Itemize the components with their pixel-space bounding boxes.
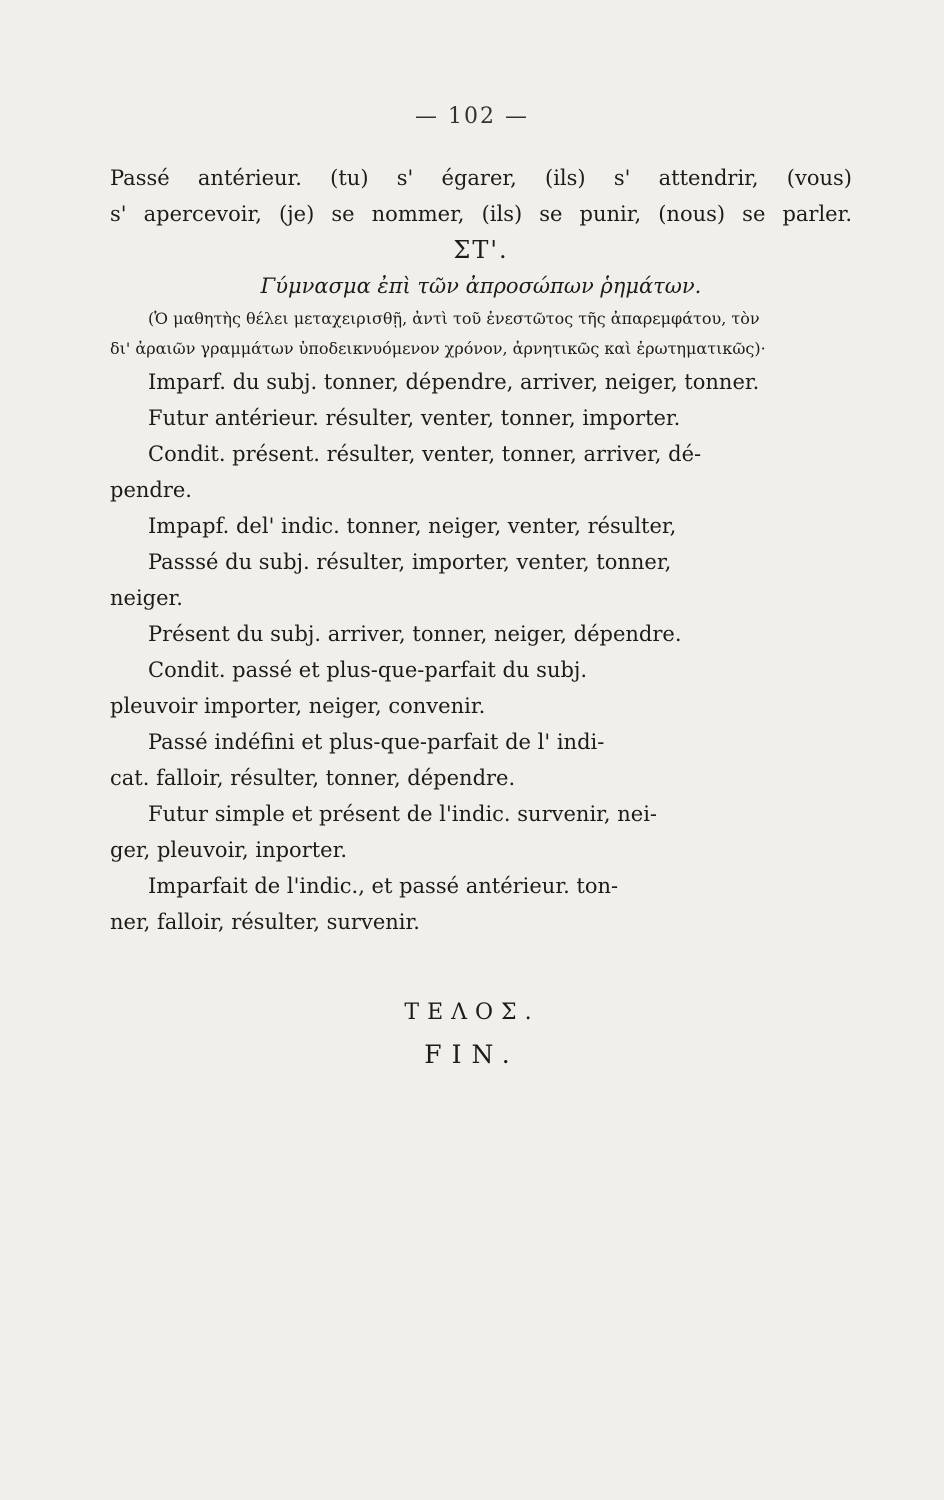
exercise-line: ner, falloir, résulter, survenir. [110, 910, 420, 934]
exercise-line: Passsé du subj. résulter, importer, venter, tonner, [148, 550, 672, 574]
exercise-line: Passé indéfini et plus-que-parfait de l' indi- [148, 730, 605, 754]
exercise-line: Futur antérieur. résulter, venter, tonner, importer. [148, 406, 681, 430]
instruction-line: (Ὁ μαθητὴς θέλει μεταχειρισθῇ, ἀντὶ τοῦ ἐνεστῶτος τῆς ἀπαρεμφάτου, τὸν [148, 309, 760, 328]
exercise-line: ger, pleuvoir, inporter. [110, 838, 348, 862]
exercise-line: Imparf. du subj. tonner, dépendre, arriver, neiger, tonner. [148, 370, 760, 394]
exercise-line: Condit. passé et plus-que-parfait du subj. [148, 658, 588, 682]
instruction-line: δι' ἀραιῶν γραμμάτων ὑποδεικνυόμενον χρόνον, ἀρνητικῶς καὶ ἐρωτηματικῶς)· [110, 339, 766, 358]
page-number: — 102 — [415, 104, 529, 129]
page-text [110, 160, 852, 940]
exercise-line: Imparfait de l'indic., et passé antérieur. ton- [148, 874, 619, 898]
section-number: ΣΤ'. [453, 236, 509, 264]
exercise-line: neiger. [110, 586, 183, 610]
exercise-line: Futur simple et présent de l'indic. survenir, nei- [148, 802, 658, 826]
exercise-line: Impapf. del' indic. tonner, neiger, venter, résulter, [148, 514, 677, 538]
exercise-line: Condit. présent. résulter, venter, tonner, arriver, dé- [148, 442, 702, 466]
end-marker-greek: ΤΕΛΟΣ. [404, 1000, 540, 1025]
text-line: s' apercevoir, (je) se nommer, (ils) se punir, (nous) se parler. [110, 202, 852, 226]
exercise-line: Présent du subj. arriver, tonner, neiger, dépendre. [148, 622, 682, 646]
section-title: Γύμνασμα ἐπὶ τῶν ἀπροσώπων ῥημάτων. [260, 274, 702, 298]
text-line: Passé antérieur. (tu) s' égarer, (ils) s' attendrir, (vous) [110, 166, 852, 190]
exercise-line: pendre. [110, 478, 192, 502]
exercise-line: cat. falloir, résulter, tonner, dépendre. [110, 766, 516, 790]
end-marker-french: FIN. [424, 1040, 520, 1069]
exercise-line: pleuvoir importer, neiger, convenir. [110, 694, 486, 718]
